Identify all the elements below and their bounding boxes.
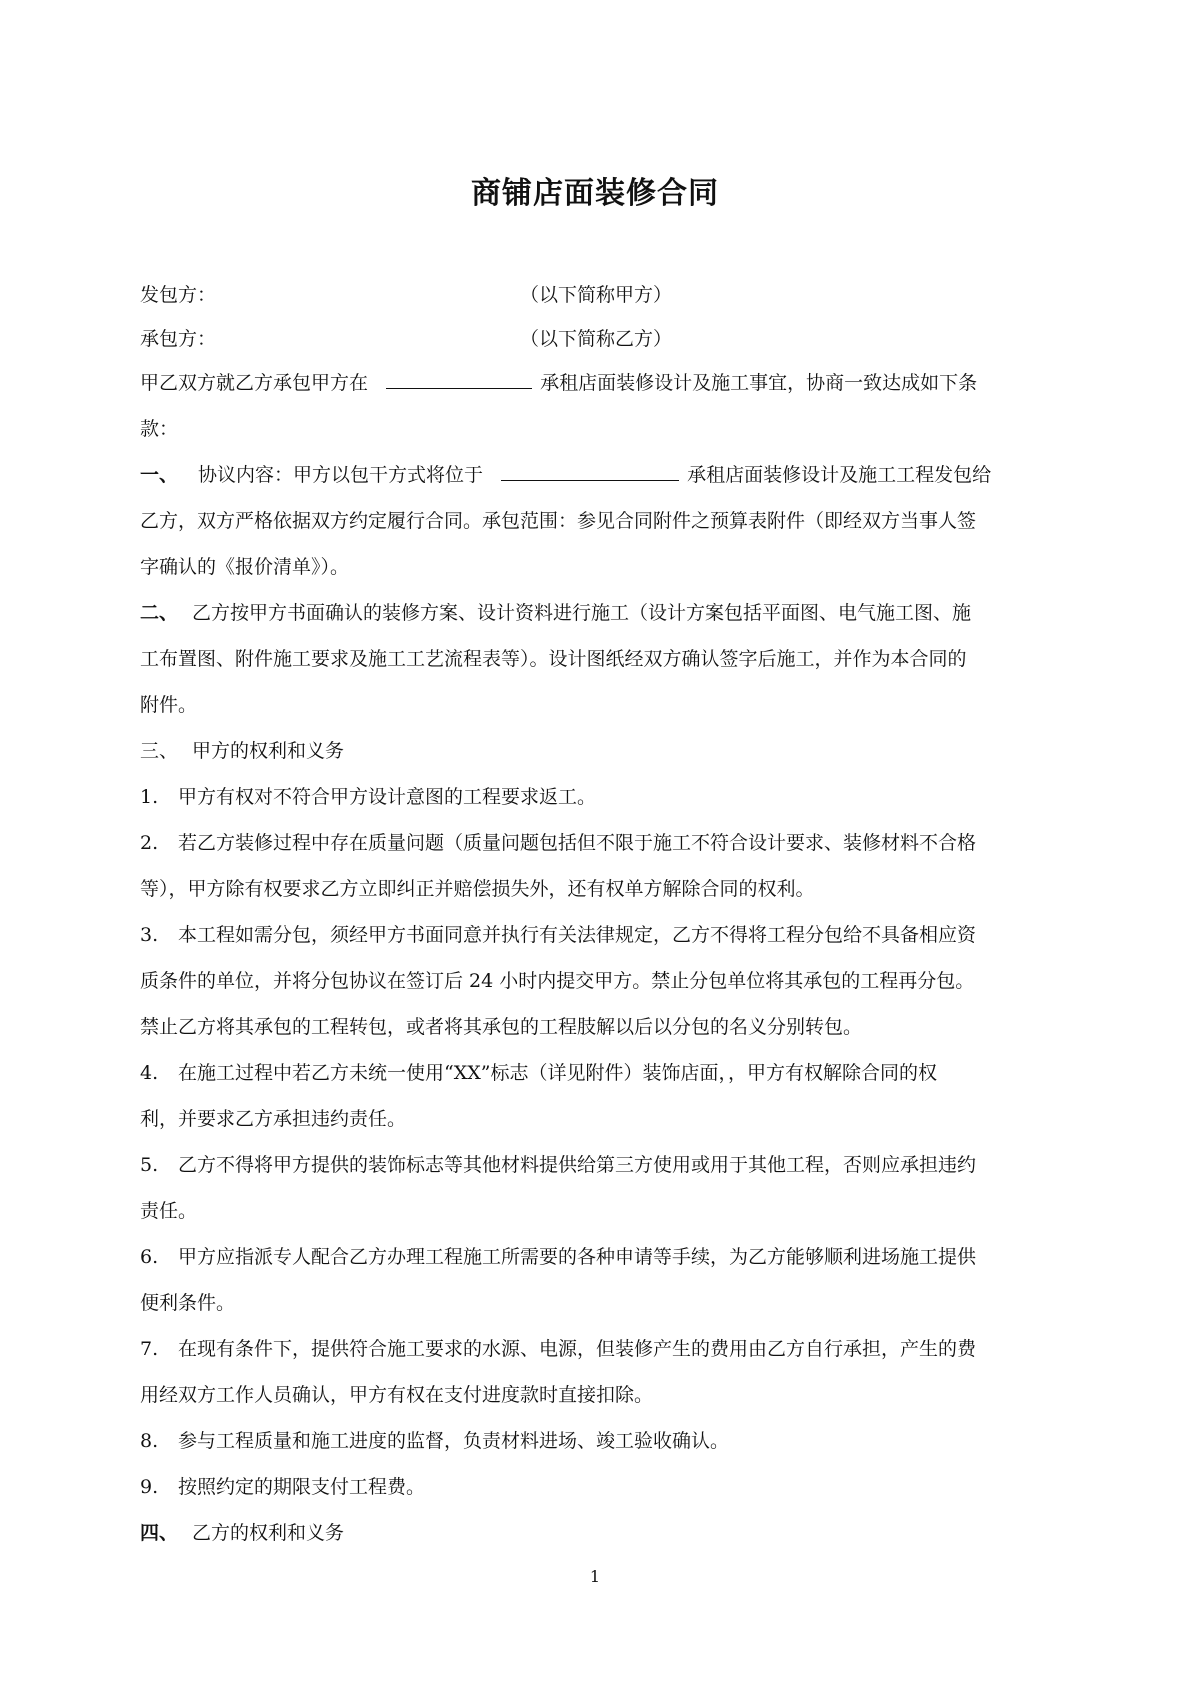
list-item-line	[140, 782, 1060, 828]
list-item-text: 按照约定的期限支付工程费。	[178, 1476, 426, 1498]
list-item-text: 参与工程质量和施工进度的监督，负责材料进场、竣工验收确认。	[178, 1430, 730, 1452]
section1-marker: 一、	[140, 464, 179, 486]
party-b-note: （以下简称乙方）	[520, 328, 673, 350]
list-item-text: 责任。	[140, 1200, 198, 1222]
section2-text-3: 附件。	[140, 694, 198, 716]
intro-text-3: 款：	[140, 418, 179, 440]
section4-heading	[140, 1518, 1060, 1564]
list-item-number: 7.	[140, 1338, 159, 1360]
address-blank[interactable]	[501, 462, 679, 481]
list-item-number: 6.	[140, 1246, 159, 1268]
section4-marker: 四、	[140, 1522, 179, 1544]
list-item-line	[140, 1196, 1060, 1242]
list-item-line	[140, 920, 1060, 966]
section2-text-2: 工布置图、附件施工要求及施工工艺流程表等）。设计图纸经双方确认签字后施工，并作为本合同的	[140, 648, 967, 670]
section1-line-2	[140, 506, 1060, 552]
list-item-line	[140, 1288, 1060, 1334]
list-item-number: 4.	[140, 1062, 159, 1084]
list-item-line	[140, 1104, 1060, 1150]
document-body	[140, 280, 1060, 1564]
intro-line-1	[140, 368, 1060, 414]
list-item-line	[140, 1426, 1060, 1472]
section2-line-1	[140, 598, 1060, 644]
list-item-line	[140, 1242, 1060, 1288]
section2-line-3	[140, 690, 1060, 736]
section2-marker: 二、	[140, 602, 179, 624]
list-item-text: 等），甲方除有权要求乙方立即纠正并赔偿损失外，还有权单方解除合同的权利。	[140, 878, 815, 900]
intro-text-2: 承租店面装修设计及施工事宜，协商一致达成如下条	[540, 372, 978, 394]
list-item-line	[140, 1058, 1060, 1104]
section3-heading	[140, 736, 1060, 782]
list-item-number: 9.	[140, 1476, 159, 1498]
section1-text-2: 承租店面装修设计及施工工程发包给	[687, 464, 992, 486]
section1-line-1	[140, 460, 1060, 506]
party-a-note: （以下简称甲方）	[520, 284, 673, 306]
party-b-label: 承包方：	[140, 328, 217, 350]
section1-line-3	[140, 552, 1060, 598]
list-item-line	[140, 828, 1060, 874]
list-item-text: 在施工过程中若乙方未统一使用“XX”标志（详见附件）装饰店面，，甲方有权解除合同的权	[178, 1062, 937, 1084]
party-a-label: 发包方：	[140, 284, 217, 306]
list-item-number: 3.	[140, 924, 159, 946]
list-item-line	[140, 1380, 1060, 1426]
list-item-number: 5.	[140, 1154, 159, 1176]
section1-text-3: 乙方，双方严格依据双方约定履行合同。承包范围：参见合同附件之预算表附件（即经双方当事人签	[140, 510, 977, 532]
list-item-line	[140, 1012, 1060, 1058]
page-number: 1	[589, 1567, 601, 1586]
list-item-text: 本工程如需分包，须经甲方书面同意并执行有关法律规定，乙方不得将工程分包给不具备相应资	[178, 924, 977, 946]
list-item-text: 用经双方工作人员确认，甲方有权在支付进度款时直接扣除。	[140, 1384, 654, 1406]
list-item-text: 便利条件。	[140, 1292, 236, 1314]
list-item-text: 甲方应指派专人配合乙方办理工程施工所需要的各种申请等手续，为乙方能够顺利进场施工提供	[178, 1246, 977, 1268]
section3-items	[140, 782, 1060, 1518]
list-item-number: 1.	[140, 786, 159, 808]
list-item-text: 在现有条件下，提供符合施工要求的水源、电源，但装修产生的费用由乙方自行承担，产生的费	[178, 1338, 977, 1360]
list-item-text: 甲方有权对不符合甲方设计意图的工程要求返工。	[178, 786, 597, 808]
list-item-number: 8.	[140, 1430, 159, 1452]
location-blank[interactable]	[386, 370, 532, 389]
section2-line-2	[140, 644, 1060, 690]
section2-text-1: 乙方按甲方书面确认的装修方案、设计资料进行施工（设计方案包括平面图、电气施工图、施	[192, 602, 972, 624]
list-item-text: 禁止乙方将其承包的工程转包，或者将其承包的工程肢解以后以分包的名义分别转包。	[140, 1016, 863, 1038]
list-item-line	[140, 1472, 1060, 1518]
list-item-text: 若乙方装修过程中存在质量问题（质量问题包括但不限于施工不符合设计要求、装修材料不合格	[178, 832, 977, 854]
document-title: 商铺店面装修合同	[471, 176, 719, 211]
list-item-line	[140, 1334, 1060, 1380]
section3-title: 甲方的权利和义务	[192, 740, 345, 762]
list-item-text: 质条件的单位，并将分包协议在签订后 24 小时内提交甲方。禁止分包单位将其承包的工程再分包。	[140, 970, 975, 992]
party-a-line	[140, 280, 1060, 324]
list-item-text: 利，并要求乙方承担违约责任。	[140, 1108, 407, 1130]
section1-text-1: 协议内容：甲方以包干方式将位于	[198, 464, 484, 486]
section3-marker: 三、	[140, 740, 179, 762]
section4-title: 乙方的权利和义务	[192, 1522, 345, 1544]
intro-line-2	[140, 414, 1060, 460]
section1-text-4: 字确认的《报价清单》）。	[140, 556, 350, 578]
list-item-line	[140, 874, 1060, 920]
list-item-line	[140, 1150, 1060, 1196]
list-item-line	[140, 966, 1060, 1012]
intro-text-1: 甲乙双方就乙方承包甲方在	[140, 372, 369, 394]
list-item-text: 乙方不得将甲方提供的装饰标志等其他材料提供给第三方使用或用于其他工程，否则应承担违约	[178, 1154, 977, 1176]
list-item-number: 2.	[140, 832, 159, 854]
party-b-line	[140, 324, 1060, 368]
